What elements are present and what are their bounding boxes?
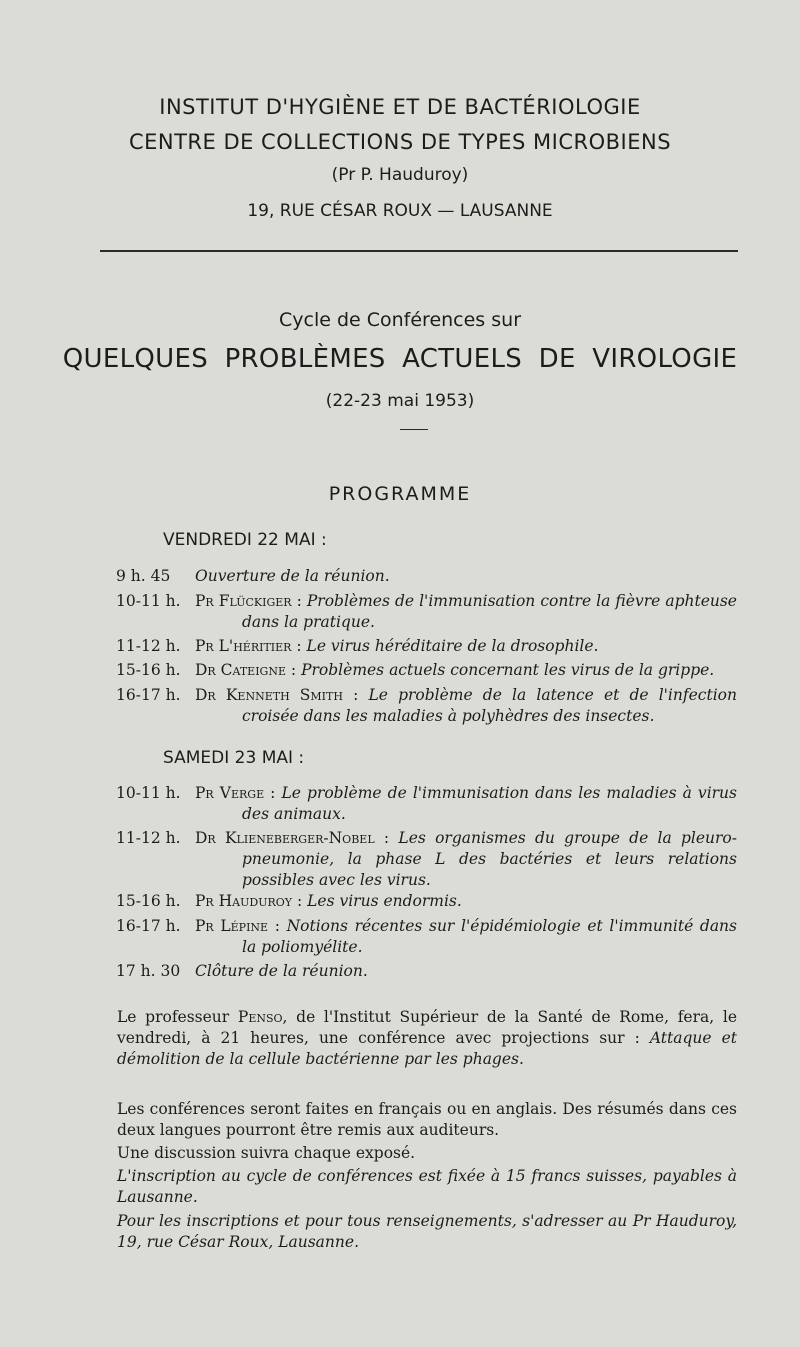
schedule-time: 10-11 h. (116, 784, 181, 802)
schedule-time: 16-17 h. (116, 917, 181, 935)
day-heading-saturday: SAMEDI 23 MAI : (163, 748, 305, 768)
schedule-time: 11-12 h. (116, 637, 181, 655)
speaker-name: Dr Kenneth Smith : (195, 686, 359, 704)
schedule-time: 10-11 h. (116, 592, 181, 610)
talk-title: Notions récentes sur l'épidémiologie et l'immunité dans la poliomyélite. (242, 917, 737, 956)
address-line: 19, RUE CÉSAR ROUX — LAUSANNE (247, 201, 553, 221)
talk-title: Problèmes actuels concernant les virus de la grippe. (301, 661, 715, 679)
speaker-name: Pr Hauduroy : (195, 892, 303, 910)
institute-heading: INSTITUT D'HYGIÈNE ET DE BACTÉRIOLOGIE (159, 95, 641, 119)
schedule-time: 9 h. 45 (116, 567, 171, 585)
speaker-name: Penso (237, 1008, 283, 1026)
languages-note: Les conférences seront faites en français ou en anglais. Des résumés dans ces deux langues pourront être remis aux auditeurs. (117, 1100, 737, 1139)
speaker-name: Dr Klieneberger-Nobel : (195, 829, 390, 847)
talk-title: Clôture de la réunion. (195, 962, 368, 980)
talk-title: Le virus héréditaire de la drosophile. (306, 637, 599, 655)
centre-heading: CENTRE DE COLLECTIONS DE TYPES MICROBIENS (128, 130, 672, 154)
speaker-name: Pr Lépine : (195, 917, 280, 935)
title-dash (400, 429, 428, 430)
contact-note: Pour les inscriptions et pour tous renseignements, s'adresser au Pr Hauduroy, 19, rue César Roux, Lausanne. (117, 1212, 737, 1251)
penso-paragraph (117, 1007, 737, 1070)
talk-title: Le problème de la latence et de l'infection croisée dans les maladies à polyhèdres des insectes. (242, 686, 737, 725)
schedule-time: 17 h. 30 (116, 962, 181, 980)
talk-title: Ouverture de la réunion. (195, 567, 390, 585)
talk-title: Le problème de l'immunisation dans les maladies à virus des animaux. (242, 784, 737, 823)
speaker-name: Pr Verge : (195, 784, 276, 802)
schedule-time: 11-12 h. (116, 829, 181, 847)
talk-title: Attaque et démolition de la cellule bactérienne par les phages. (117, 1029, 737, 1068)
speaker-name: Pr L'héritier : (195, 637, 302, 655)
talk-title: Les virus endormis. (307, 892, 462, 910)
main-title: QUELQUES PROBLÈMES ACTUELS DE VIROLOGIE (62, 344, 738, 374)
paragraph-text: Le professeur (117, 1008, 238, 1026)
paragraph-text: , de l'Institut Supérieur de la Santé de Rome, fera, le vendredi, à 21 heures, une conférence avec projections sur : (117, 1008, 737, 1047)
talk-title: Problèmes de l'immunisation contre la fièvre aphteuse dans la pratique. (242, 592, 737, 631)
cycle-subtitle: Cycle de Conférences sur (278, 309, 522, 331)
event-dates: (22-23 mai 1953) (325, 391, 475, 411)
professor-line: (Pr P. Hauduroy) (331, 165, 469, 185)
schedule-time: 16-17 h. (116, 686, 181, 704)
schedule-time: 15-16 h. (116, 661, 181, 679)
speaker-name: Pr Flückiger : (195, 592, 302, 610)
schedule-time: 15-16 h. (116, 892, 181, 910)
day-heading-friday: VENDREDI 22 MAI : (163, 530, 327, 550)
programme-heading: PROGRAMME (328, 483, 472, 505)
talk-title: Les organismes du groupe de la pleuro-pneumonie, la phase L des bactéries et leurs relations possibles avec les virus. (242, 829, 738, 889)
header-divider (100, 250, 738, 252)
speaker-name: Dr Cateigne : (195, 661, 297, 679)
fee-note: L'inscription au cycle de conférences est fixée à 15 francs suisses, payables à Lausanne. (117, 1167, 737, 1206)
discussion-note: Une discussion suivra chaque exposé. (117, 1144, 416, 1162)
